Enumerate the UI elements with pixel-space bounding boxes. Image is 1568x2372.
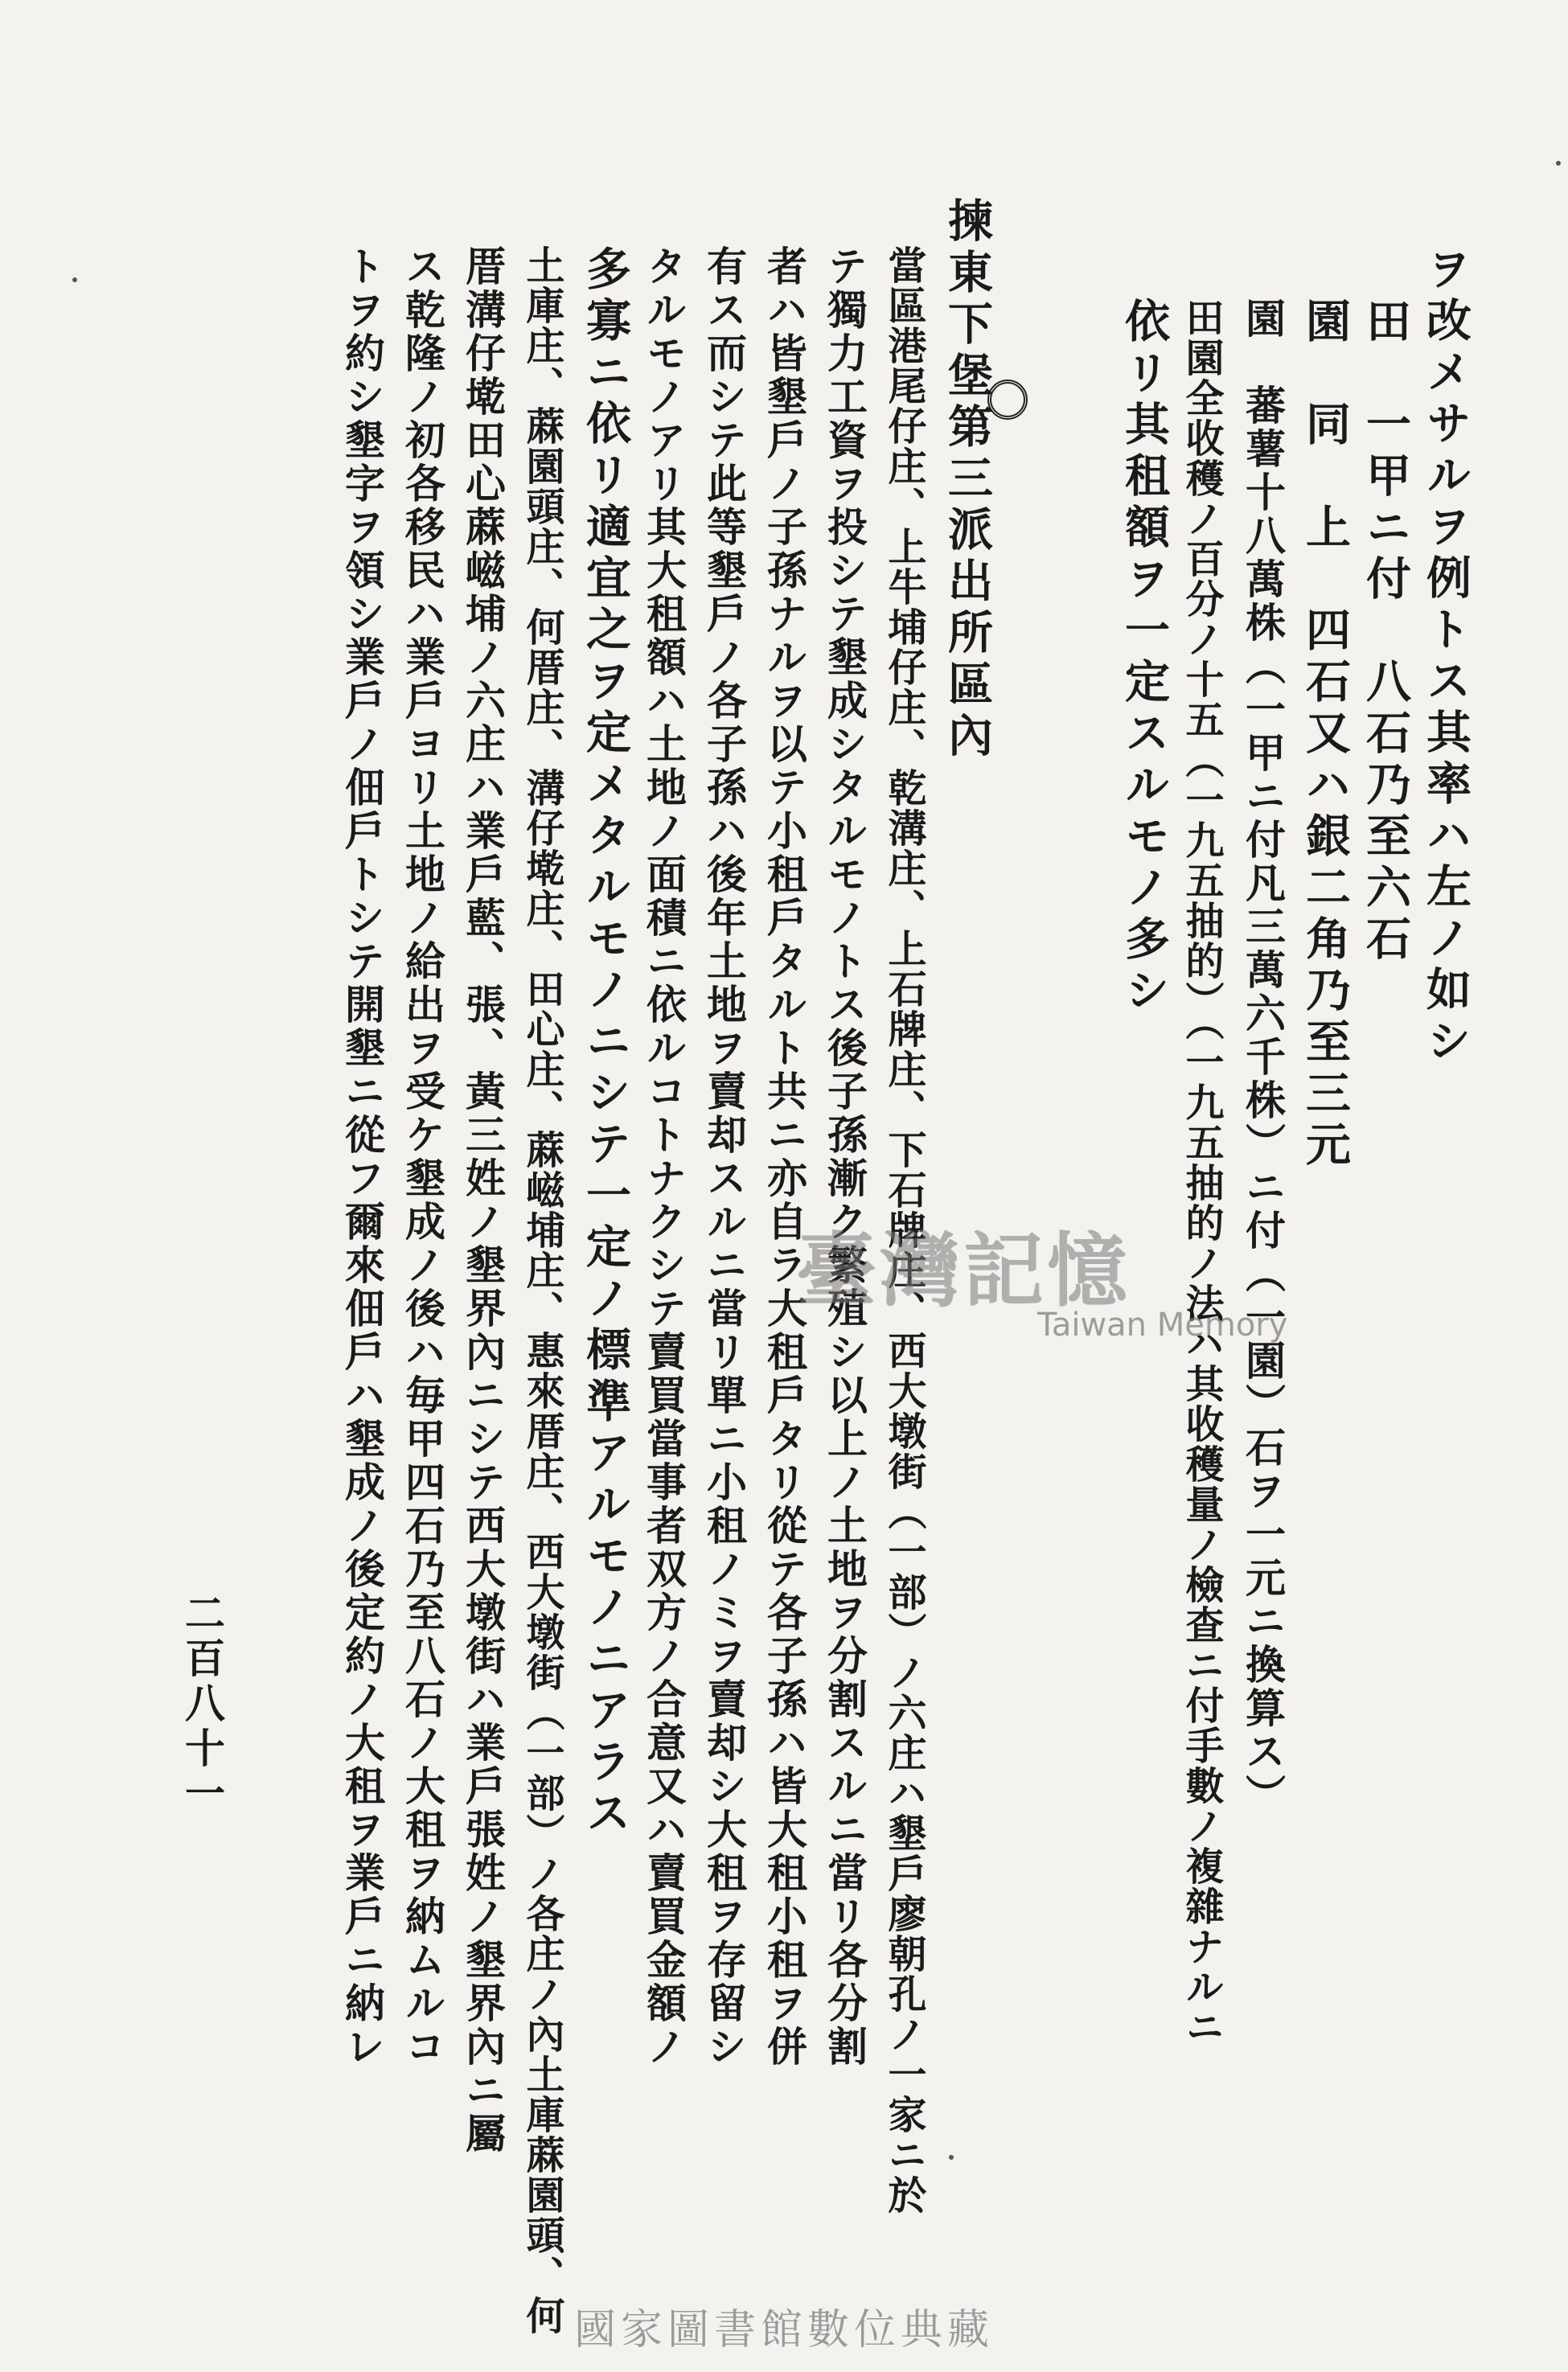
watermark-logo: 臺灣記憶 — [796, 1223, 1131, 1318]
text-column-10: テ獨力工資ヲ投シテ墾成シタルモノトス後子孫漸ク繁殖シ以上ノ土地ヲ分割スルニ當リ各分割 — [821, 245, 868, 2069]
text-column-4: 園 蕃薯十八萬株（一甲ニ付凡三萬六千株）ニ付（一園）石ヲ一元ニ換算ス） — [1239, 298, 1287, 1817]
text-column-5: 田園全收穫ノ百分ノ十五（一九五抽的）（一九五抽的ノ法ハ其收穫量ノ檢查ニ付手數ノ複雜ナルニ — [1179, 298, 1224, 2047]
section-heading: 揀東下堡第三派出所區內 — [941, 197, 994, 763]
text-column-13: タルモノアリ其大租額ハ土地ノ面積ニ依ルコトナクシテ賣買當事者双方ノ合意又ハ賣買金額ノ — [640, 245, 688, 2069]
footer-caption: 國家圖書館數位典藏 — [573, 2306, 994, 2354]
scan-speck — [1556, 161, 1561, 166]
text-column-1: ヲ改メサルヲ例トス其率ハ左ノ如シ — [1419, 245, 1472, 1069]
text-column-16: 厝溝仔墘田心蔴嵫埔ノ六庄ハ業戶藍、張、黃三姓ノ墾界內ニシテ西大墩街ハ業戶張姓ノ墾界內ニ屬 — [459, 245, 507, 2156]
watermark-subtitle: Taiwan Memory — [1037, 1307, 1288, 1344]
page-number: 二百八十一 — [179, 1592, 226, 1817]
text-column-15: 土庫庄、蔴園頭庄、何厝庄、溝仔墘庄、田心庄、蔴嵫埔庄、惠來厝庄、西大墩街（一部）ノ各庄ノ內土庫蔴園頭、何 — [519, 245, 564, 2336]
text-column-9: 當區港尾仔庄、上牛埔仔庄、乾溝庄、上石牌庄、下石牌庄、西大墩街（一部）ノ六庄ハ墾戶廖朝孔ノ一家ニ於 — [881, 245, 926, 2215]
text-column-11: 者ハ皆墾戶ノ子孫ナルヲ以テ小租戶タルト共ニ亦自ラ大租戶タリ從テ各子孫ハ皆大租小租ヲ併 — [761, 245, 808, 2069]
text-column-12: 有ス而シテ此等墾戶ノ各子孫ハ後年土地ヲ賣却スルニ當リ單ニ小租ノミヲ賣却シ大租ヲ存留シ — [700, 245, 748, 2069]
text-column-6: 依リ其租額ヲ一定スルモノ多シ — [1118, 298, 1171, 1018]
scan-speck — [72, 277, 77, 282]
scan-speck — [949, 2155, 954, 2160]
text-column-18: トヲ約シ墾字ヲ領シ業戶ノ佃戶トシテ開墾ニ從フ爾來佃戶ハ墾成ノ後定約ノ大租ヲ業戶ニ納レ — [339, 245, 386, 2069]
text-column-17: ス乾隆ノ初各移民ハ業戶ヨリ土地ノ給出ヲ受ケ墾成ノ後ハ毎甲四石乃至八石ノ大租ヲ納ムルコ — [399, 245, 446, 2069]
text-column-14: 多寡ニ依リ適宜之ヲ定メタルモノニシテ一定ノ標準アルモノニアラス — [579, 245, 632, 1841]
text-column-2: 田 一甲ニ付 八石乃至六石 — [1359, 298, 1412, 966]
text-column-3: 園 同 上 四石又ハ銀二角乃至三元 — [1299, 298, 1352, 1172]
